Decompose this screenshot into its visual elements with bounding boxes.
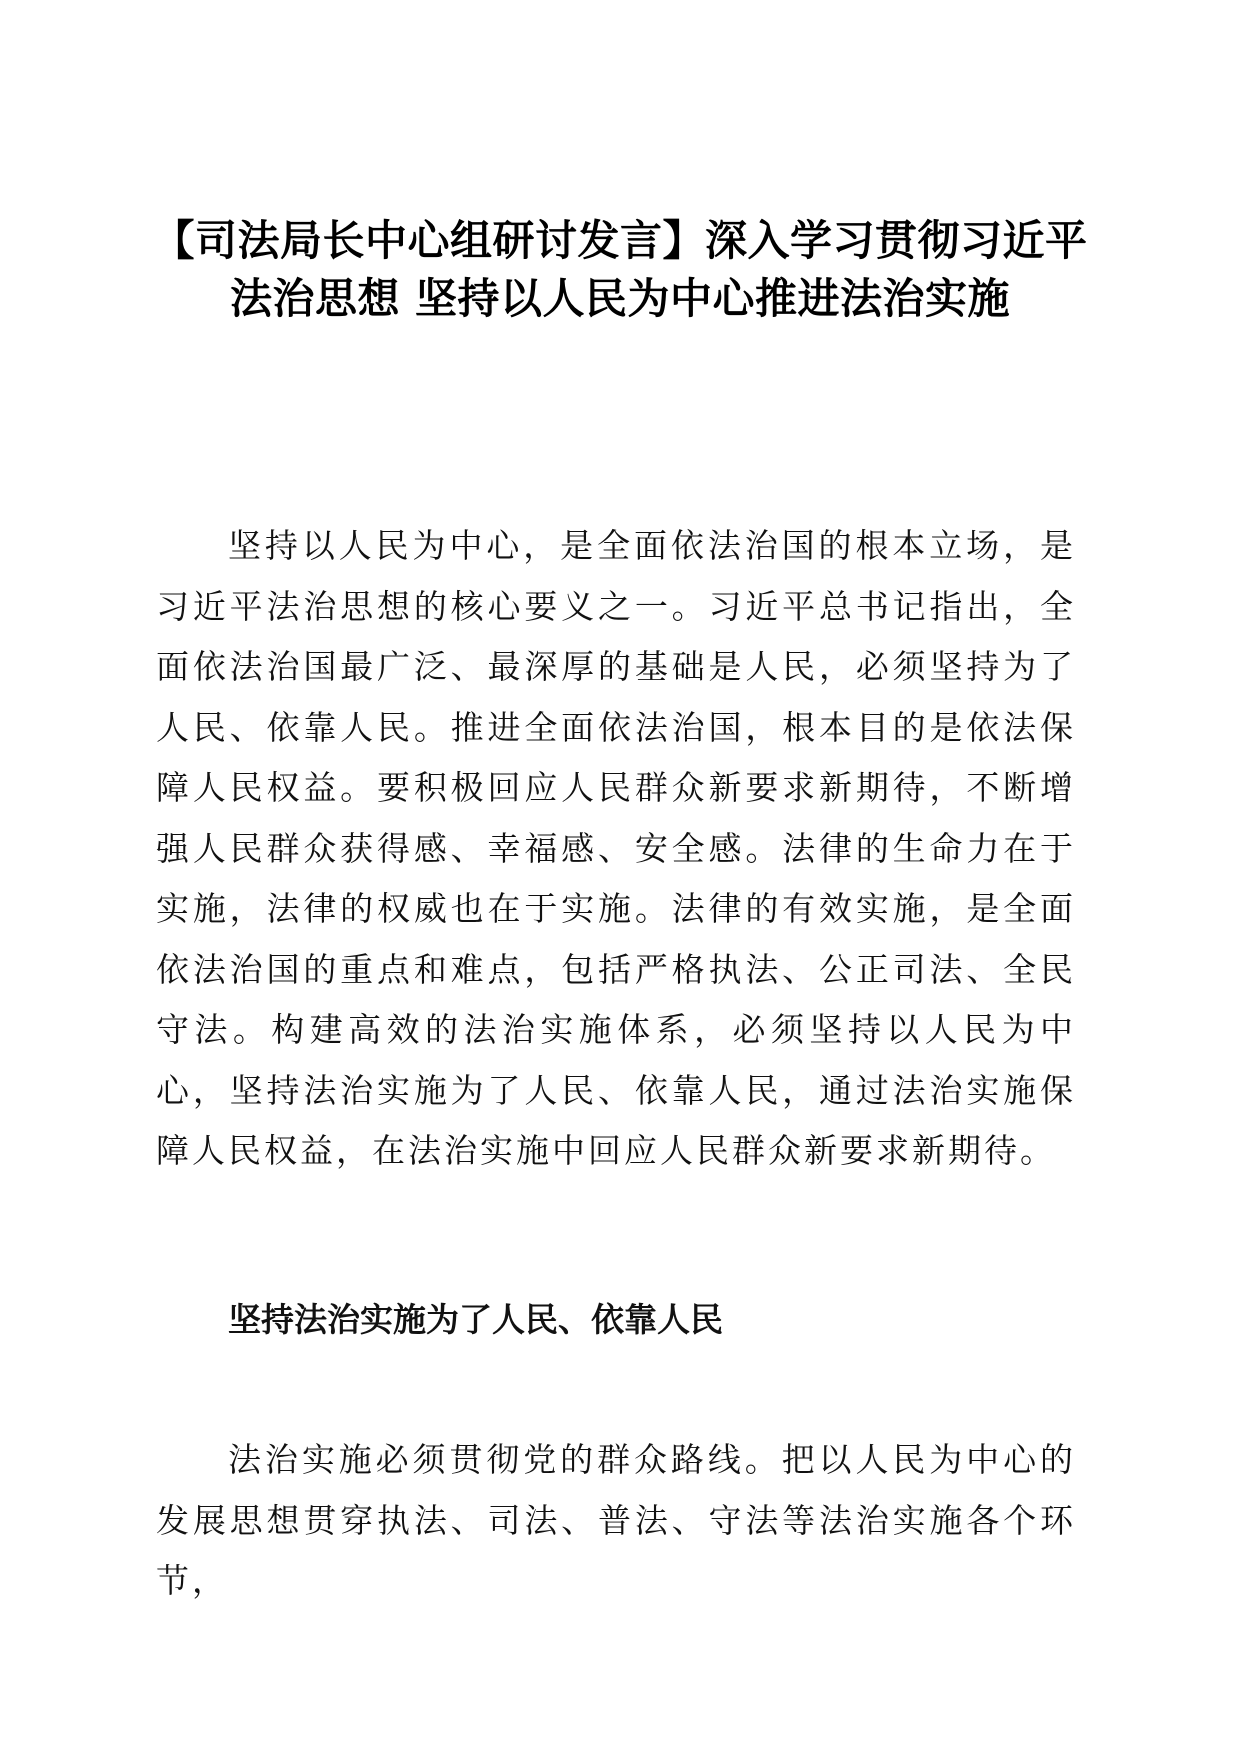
section-heading: 坚持法治实施为了人民、依靠人民 xyxy=(228,1300,723,1339)
body-paragraph: 坚持以人民为中心，是全面依法治国的根本立场，是习近平法治思想的核心要义之一。习近平总书记指出，全面依法治国最广泛、最深厚的基础是人民，必须坚持为了人民、依靠人民。推进全面依法治国，根本目的是依法保障人民权益。要积极回应人民群众新要求新期待，不断增强人民群众获得感、幸福感、安全感。法律的生命力在于实施，法律的权威也在于实施。法律的有效实施，是全面依法治国的重点和难点，包括严格执法、公正司法、全民守法。构建高效的法治实施体系，必须坚持以人民为中心，坚持法治实施为了人民、依靠人民，通过法治实施保障人民权益，在法治实施中回应人民群众新要求新期待。 xyxy=(156,526,1076,1170)
body-paragraph: 法治实施必须贯彻党的群众路线。把以人民为中心的发展思想贯穿执法、司法、普法、守法等法治实施各个环节， xyxy=(156,1440,1076,1600)
document-title: 【司法局长中心组研讨发言】深入学习贯彻习近平法治思想 坚持以人民为中心推进法治实施 xyxy=(152,216,1088,323)
